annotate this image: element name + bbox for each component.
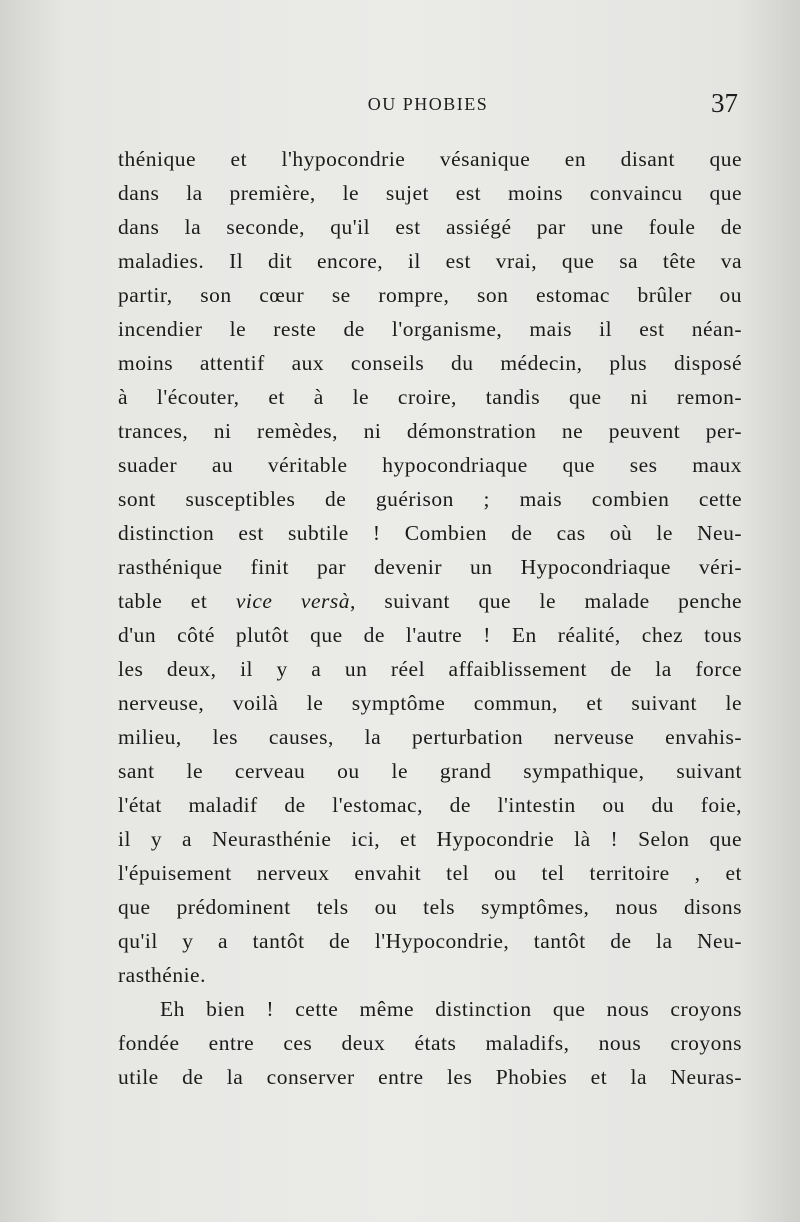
running-head (118, 88, 738, 122)
text-line-5: partir, son cœur se rompre, son estomac brûler ou (118, 283, 742, 307)
text-line-17: nerveuse, voilà le symptôme commun, et suivant le (118, 691, 742, 715)
text-line-26: Eh bien ! cette même distinction que nous croyons (160, 997, 742, 1021)
text-line-1: thénique et l'hypocondrie vésanique en disant que (118, 147, 742, 171)
text-line-14-before: table et (118, 589, 236, 613)
page-number: 37 (711, 88, 738, 118)
text-line-20: l'état maladif de l'estomac, de l'intestin ou du foie, (118, 793, 742, 817)
body-text (118, 142, 742, 1094)
text-line-18: milieu, les causes, la perturbation nerveuse envahis- (118, 725, 742, 749)
text-line-24: qu'il y a tantôt de l'Hypocondrie, tantôt de la Neu- (118, 929, 742, 953)
text-line-4: maladies. Il dit encore, il est vrai, que sa tête va (118, 249, 742, 273)
text-line-14-after: , suivant que le malade penche (350, 589, 743, 613)
text-line-27: fondée entre ces deux états maladifs, nous croyons (118, 1031, 742, 1055)
text-line-16: les deux, il y a un réel affaiblissement de la force (118, 657, 742, 681)
text-line-23: que prédominent tels ou tels symptômes, nous disons (118, 895, 742, 919)
text-line-11: sont susceptibles de guérison ; mais combien cette (118, 487, 742, 511)
text-line-2: dans la première, le sujet est moins convaincu que (118, 181, 742, 205)
text-line-6: incendier le reste de l'organisme, mais il est néan- (118, 317, 742, 341)
text-line-21: il y a Neurasthénie ici, et Hypocondrie là ! Selon que (118, 827, 742, 851)
running-title: OU PHOBIES (367, 94, 489, 114)
text-line-13: rasthénique finit par devenir un Hypocondriaque véri- (118, 555, 742, 579)
text-line-19: sant le cerveau ou le grand sympathique, suivant (118, 759, 742, 783)
text-line-8: à l'écouter, et à le croire, tandis que ni remon- (118, 385, 742, 409)
text-line-7: moins attentif aux conseils du médecin, plus disposé (118, 351, 742, 375)
text-line-9: trances, ni remèdes, ni démonstration ne peuvent per- (118, 419, 742, 443)
text-line-15: d'un côté plutôt que de l'autre ! En réalité, chez tous (118, 623, 742, 647)
italic-phrase: vice versà (235, 589, 350, 613)
text-line-25: rasthénie. (118, 963, 206, 987)
text-line-10: suader au véritable hypocondriaque que ses maux (118, 453, 742, 477)
text-line-28: utile de la conserver entre les Phobies et la Neuras- (118, 1065, 742, 1089)
text-line-3: dans la seconde, qu'il est assiégé par une foule de (118, 215, 742, 239)
text-line-22: l'épuisement nerveux envahit tel ou tel territoire , et (118, 861, 742, 885)
text-line-12: distinction est subtile ! Combien de cas où le Neu- (118, 521, 742, 545)
text-line-14 (118, 584, 742, 618)
